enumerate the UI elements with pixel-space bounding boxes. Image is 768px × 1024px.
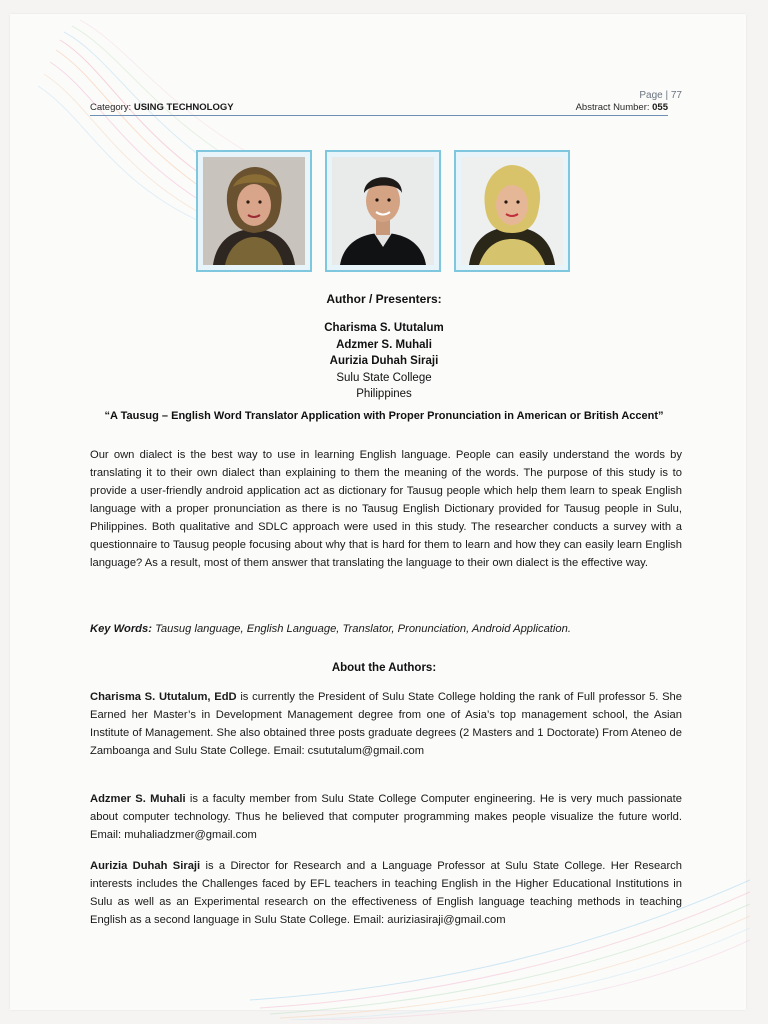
category-value: USING TECHNOLOGY	[133, 101, 234, 113]
about-heading: About the Authors:	[331, 662, 437, 674]
author-photo-2	[325, 150, 441, 272]
category-label: Category:	[90, 101, 132, 113]
authors-heading: Author / Presenters:	[326, 292, 442, 306]
bio-2-name: Adzmer S. Muhali	[90, 793, 186, 805]
bio-2-text: is a faculty member from Sulu State College Computer engineering. He is very much passionate about computer technology. Thus he believed that computer programming makes people visualize the future world. Email: muhaliadzmer@gmail.com	[90, 793, 682, 841]
paper-title: “A Tausug – English Word Translator Application with Proper Pronunciation in American or British Accent”	[104, 410, 664, 422]
author-photos	[0, 150, 768, 272]
keywords-label: Key Words:	[90, 623, 152, 635]
institution: Sulu State College	[336, 371, 432, 384]
authors-block	[0, 320, 768, 403]
author-name-3: Aurizia Duhah Siraji	[329, 355, 439, 367]
bio-1-name: Charisma S. Ututalum, EdD	[90, 691, 237, 703]
keywords	[90, 623, 682, 635]
keywords-text: Tausug language, English Language, Translator, Pronunciation, Android Application.	[155, 623, 571, 635]
author-photo-3	[454, 150, 570, 272]
abstract-number	[576, 102, 668, 113]
country: Philippines	[356, 388, 412, 400]
author-photo-1	[196, 150, 312, 272]
header-rule	[90, 115, 668, 116]
bio-3-text: is a Director for Research and a Language Professor at Sulu State College. Her Research interests includes the Challenges faced by EFL teachers in teaching English in the Higher Educational Institutions in Sulu as well as an Experimental research on the effectiveness of English language teaching methods in teaching English as a second language in Sulu State College. Email: auriziasiraji@gmail.com	[90, 860, 683, 926]
abstract-paragraph: Our own dialect is the best way to use in learning English language. People can easily understand the words by translating it to their own dialect than explaining to them the meaning of the words. The purpose of this study is to provide a user-friendly android application act as dictionary for Tausug people which help them learn to speak English language with a proper pronunciation as there is no Tausug English Dictionary provided for Tausug people in Sulu, Philippines. Both qualitative and SDLC approach were used in this study. The researcher conducts a survey with a questionnaire to Tausug people focusing about why that is hard for them to learn and how they can easily learn English language? As a result, most of them answer that translating the language to their own dialect is the effective way.	[90, 449, 682, 569]
category	[90, 102, 234, 113]
bio-2	[90, 790, 682, 844]
page-number: Page | 77	[639, 90, 682, 101]
abstract-value: 055	[652, 101, 668, 113]
portrait-woman-1-icon	[203, 157, 305, 265]
bio-1	[90, 688, 682, 760]
header-row	[90, 100, 668, 114]
bio-3	[90, 857, 682, 929]
bio-3-name: Aurizia Duhah Siraji	[90, 860, 201, 872]
portrait-woman-2-icon	[461, 157, 563, 265]
author-name-1: Charisma S. Ututalum	[324, 322, 444, 334]
bio-1-text: is currently the President of Sulu State College holding the rank of Full professor 5. She Earned her Master’s in Development Management degree from one of Asia’s top management school, the Asian Institute of Management. She also obtained three posts graduate degrees (2 Masters and 1 Doctorate) From Ateneo de Zamboanga and Sulu State College. Email: csututalum@gmail.com	[90, 691, 683, 757]
abstract-label: Abstract Number:	[575, 101, 650, 113]
author-name-2: Adzmer S. Muhali	[336, 338, 432, 351]
portrait-man-icon	[332, 157, 434, 265]
